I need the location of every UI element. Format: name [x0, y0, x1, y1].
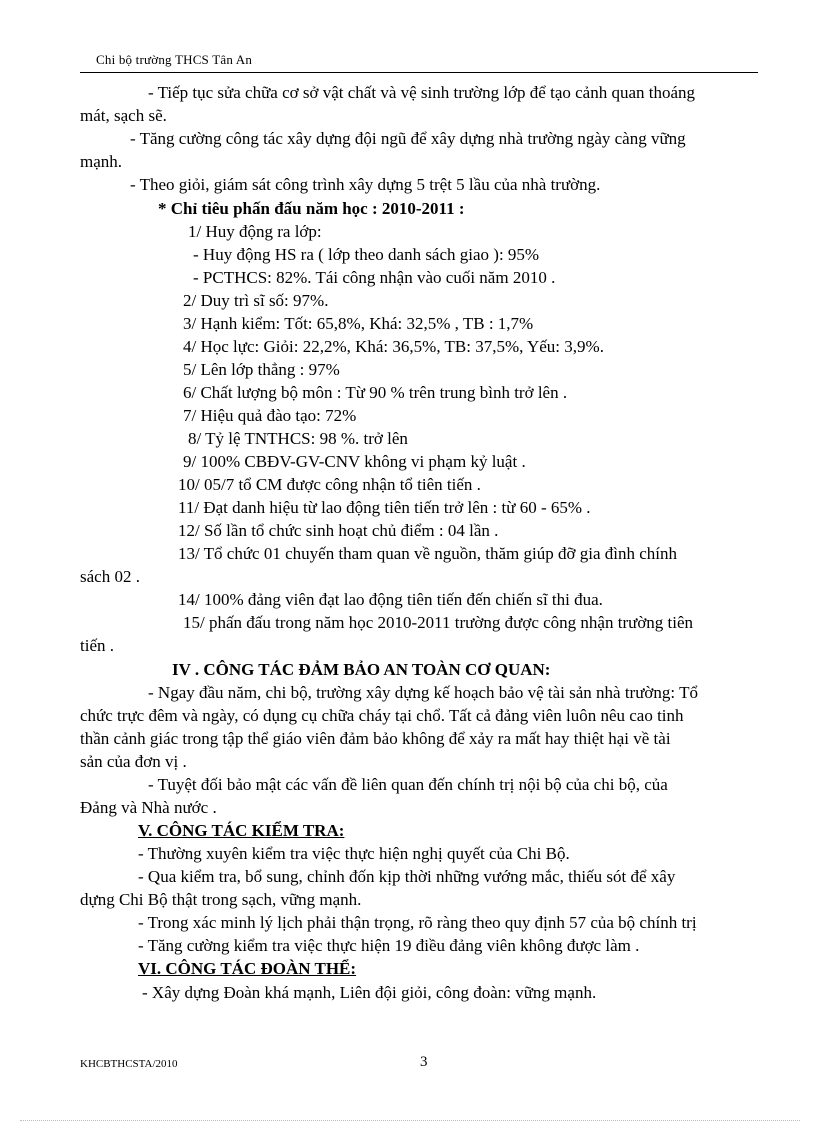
- target-item: 13/ Tổ chức 01 chuyến tham quan về nguồn, thăm giúp đỡ gia đình chính: [178, 544, 677, 563]
- target-item: 11/ Đạt danh hiệu từ lao động tiên tiến trở lên : từ 60 - 65% .: [178, 498, 591, 517]
- target-item-cont: sách 02 .: [80, 567, 140, 586]
- paragraph-line: - Thường xuyên kiểm tra việc thực hiện nghị quyết của Chi Bộ.: [138, 844, 570, 863]
- section-heading-iv: IV . CÔNG TÁC ĐẢM BẢO AN TOÀN CƠ QUAN:: [172, 660, 551, 679]
- paragraph-line: mạnh.: [80, 152, 123, 171]
- paragraph-line: - Tăng cường công tác xây dựng đội ngũ để xây dựng nhà trường ngày càng vững: [130, 129, 686, 148]
- target-item: 14/ 100% đảng viên đạt lao động tiên tiến đến chiến sĩ thi đua.: [178, 590, 603, 609]
- paragraph-line: - Trong xác minh lý lịch phải thận trọng, rõ ràng theo quy định 57 của bộ chính trị: [138, 913, 697, 932]
- paragraph-line: - Tiếp tục sửa chữa cơ sở vật chất và vệ sinh trường lớp để tạo cảnh quan thoáng: [148, 83, 696, 102]
- paragraph-line: - Tuyệt đối bảo mật các vấn đề liên quan đến chính trị nội bộ của chi bộ, của: [148, 775, 668, 794]
- footer-code: KHCBTHCSTA/2010: [80, 1058, 178, 1070]
- paragraph-line: - Ngay đầu năm, chi bộ, trường xây dựng kế hoạch bảo vệ tài sản nhà trường: Tổ: [148, 683, 698, 702]
- target-item: 5/ Lên lớp thẳng : 97%: [183, 360, 340, 379]
- paragraph-line: mát, sạch sẽ.: [80, 106, 167, 125]
- target-item: 15/ phấn đấu trong năm học 2010-2011 trường được công nhận trường tiên: [183, 613, 694, 632]
- target-subitem: - Huy động HS ra ( lớp theo danh sách giao ): 95%: [193, 245, 540, 264]
- target-item-cont: tiến .: [80, 636, 114, 655]
- targets-heading: * Chỉ tiêu phấn đấu năm học : 2010-2011 :: [158, 199, 465, 218]
- section-heading-vi: VI. CÔNG TÁC ĐOÀN THỂ:: [138, 959, 357, 978]
- page-bottom-border: [20, 1120, 800, 1121]
- header-rule: [80, 72, 758, 73]
- target-item: 6/ Chất lượng bộ môn : Từ 90 % trên trung bình trở lên .: [183, 383, 568, 402]
- target-item: 4/ Học lực: Giỏi: 22,2%, Khá: 36,5%, TB: 37,5%, Yếu: 3,9%.: [183, 337, 604, 356]
- section-heading-v: V. CÔNG TÁC KIỂM TRA:: [138, 821, 345, 840]
- paragraph-line: dựng Chi Bộ thật trong sạch, vững mạnh.: [80, 890, 362, 909]
- target-item: 2/ Duy trì sĩ số: 97%.: [183, 291, 329, 310]
- paragraph-line: - Theo giỏi, giám sát công trình xây dựng 5 trệt 5 lầu của nhà trường.: [130, 175, 601, 194]
- paragraph-line: - Xây dựng Đoàn khá mạnh, Liên đội giỏi, công đoàn: vững mạnh.: [142, 983, 597, 1002]
- paragraph-line: - Tăng cường kiểm tra việc thực hiện 19 điều đảng viên không được làm .: [138, 936, 640, 955]
- target-item: 3/ Hạnh kiểm: Tốt: 65,8%, Khá: 32,5% , TB : 1,7%: [183, 314, 534, 333]
- paragraph-line: Đảng và Nhà nước .: [80, 798, 217, 817]
- target-item: 8/ Tỷ lệ TNTHCS: 98 %. trở lên: [188, 429, 408, 448]
- target-subitem: - PCTHCS: 82%. Tái công nhận vào cuối năm 2010 .: [193, 268, 556, 287]
- paragraph-line: - Qua kiểm tra, bổ sung, chỉnh đốn kịp thời những vướng mắc, thiếu sót để xây: [138, 867, 676, 886]
- page-header: Chi bộ trường THCS Tân An: [96, 52, 253, 67]
- target-item: 9/ 100% CBĐV-GV-CNV không vi phạm kỷ luật .: [183, 452, 526, 471]
- page-number: 3: [420, 1054, 428, 1070]
- paragraph-line: thần cảnh giác trong tập thể giáo viên đảm bảo không để xảy ra mất hay thiệt hại về tài: [80, 729, 671, 748]
- paragraph-line: sản của đơn vị .: [80, 752, 187, 771]
- paragraph-line: chức trực đêm và ngày, có dụng cụ chữa cháy tại chổ. Tất cả đảng viên luôn nêu cao tinh: [80, 706, 684, 725]
- target-item: 12/ Số lần tổ chức sinh hoạt chủ điểm : 04 lần .: [178, 521, 499, 540]
- target-item: 10/ 05/7 tổ CM được công nhận tổ tiên tiến .: [178, 475, 481, 494]
- target-item: 7/ Hiệu quả đào tạo: 72%: [183, 406, 357, 425]
- target-item: 1/ Huy động ra lớp:: [188, 222, 322, 241]
